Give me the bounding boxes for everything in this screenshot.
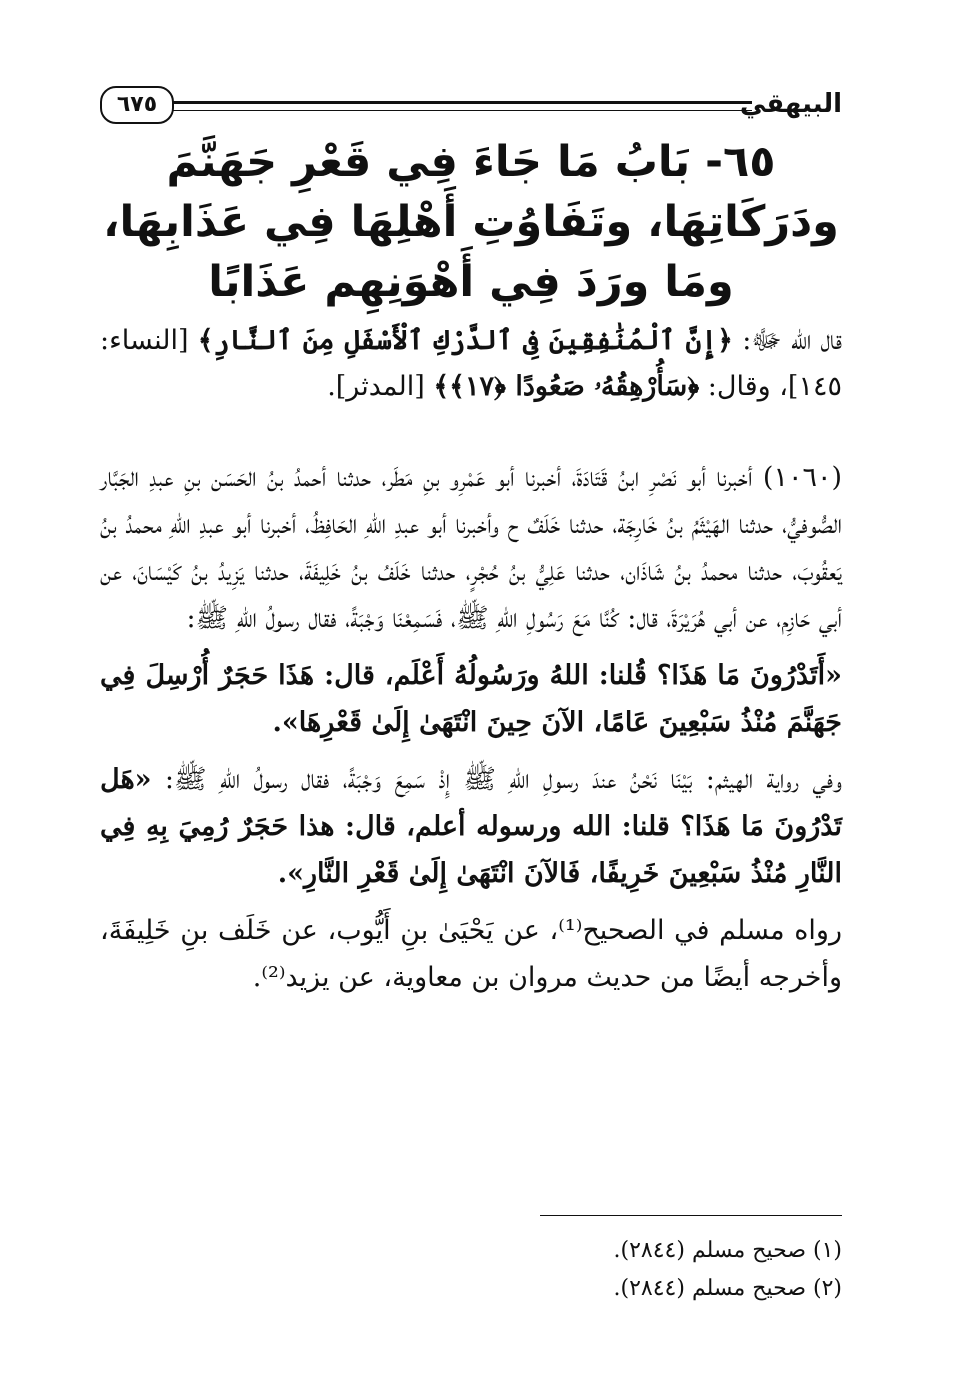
body-text	[100, 454, 842, 1011]
running-title: البيهقي	[739, 89, 842, 119]
takhrij-paragraph: رواه مسلم في الصحيح⁽¹⁾، عن يَحْيَىٰ بنِ أَيُّوب، عن خَلَف بنِ خَلِيفَةَ، وأخرجه أيضًا من حديث مروان بن معاوية، عن يزيد⁽²⁾.	[100, 915, 842, 993]
quran-verse-2: ﴿سَأُرْهِقُهُۥ صَعُودًا ﴿١٧﴾﴾	[433, 371, 700, 402]
riwaya-intro: وفي رواية الهيثم: بَيْنَا نَحْنُ عندَ رسولِ اللهِ ﷺ إِذْ سَمِعَ وَجْبَةً، فقال رسولُ اللهِ ﷺ:	[151, 764, 842, 795]
verse-reference-2: [المدثر].	[327, 371, 434, 402]
quran-intro	[100, 318, 842, 410]
riwaya-hadith: «هَل تَدْرُونَ مَا هَذَا؟ قلنا: الله ورسوله أعلم، قال: هذا حَجَرٌ رُمِيَ بِهِ فِي النَّارِ مُنْذُ سَبْعِينَ خَرِيفًا، فَالآنَ انْتَهَىٰ إِلَىٰ قَعْرِ النَّارِ».	[100, 764, 842, 889]
riwaya-paragraph	[100, 756, 842, 897]
chapter-title: ٦٥- بَابُ مَا جَاءَ فِي قَعْرِ جَهَنَّمَ ودَرَكَاتِهَا، وتَفَاوُتِ أَهْلِهَا فِي عَذَابِهَا، ومَا ورَدَ فِي أَهْوَنِهِم عَذَابًا	[103, 137, 839, 307]
page-number: ٦٧٥	[100, 86, 174, 124]
header-rule	[172, 101, 752, 111]
footnote-1: (١) صحيح مسلم (٢٨٤٤).	[613, 1238, 842, 1263]
footnotes	[100, 1232, 842, 1308]
intro-text: قال الله ﷻ:	[732, 325, 842, 356]
page-header	[100, 84, 842, 124]
isnad-paragraph: (١٠٦٠) أخبرنا أبو نَصْرِ ابنُ قَتَادَةَ، أخبرنا أبو عَمْرِو بنِ مَطَر، حدثنا أحمدُ بنُ الحَسَن بنِ عبدِ الجَبَّار الصُّوفيُّ، حدثنا الهَيْثَمُ بنُ خَارِجَة، حدثنا خَلَفٌ ح وأخبرنا أبو عبدِ اللهِ الحَافِظُ، أخبرنا أبو عبدِ اللهِ محمدُ بنُ يَعقُوبَ، حدثنا محمدُ بنُ شَاذَان، حدثنا عَلِيُّ بنُ حُجْرٍ، حدثنا خَلَفُ بنُ خَلِيفَةَ، حدثنا يَزِيدُ بنُ كَيْسَانَ، عن أبي حَازِم، عن أبي هُرَيْرَةَ، قال: كُنَّا مَعَ رَسُولِ اللهِ ﷺ، فَسَمِعْنَا وَجْبَةً، فقال رسولُ اللهِ ﷺ:	[100, 462, 842, 634]
footnote-2: (٢) صحيح مسلم (٢٨٤٤).	[613, 1276, 842, 1301]
footnote-separator	[540, 1215, 842, 1216]
verse-reference-1: [النساء: ١٤٥]، وقال:	[100, 325, 842, 402]
quran-verse-1: ﴿إِنَّ ٱلْمُنَٰفِقِينَ فِى ٱلدَّرْكِ ٱلْأَسْفَلِ مِنَ ٱلنَّارِ﴾	[197, 325, 733, 356]
hadith-text: «أَتَدْرُونَ مَا هَذَا؟ قُلنا: اللهُ ورَسُولُهُ أَعْلَم، قال: هَذَا حَجَرٌ أُرْسِلَ فِي جَهَنَّمَ مُنْذُ سَبْعِينَ عَامًا، الآنَ حِينَ انْتَهَىٰ إِلَىٰ قَعْرِهَا».	[100, 660, 842, 738]
